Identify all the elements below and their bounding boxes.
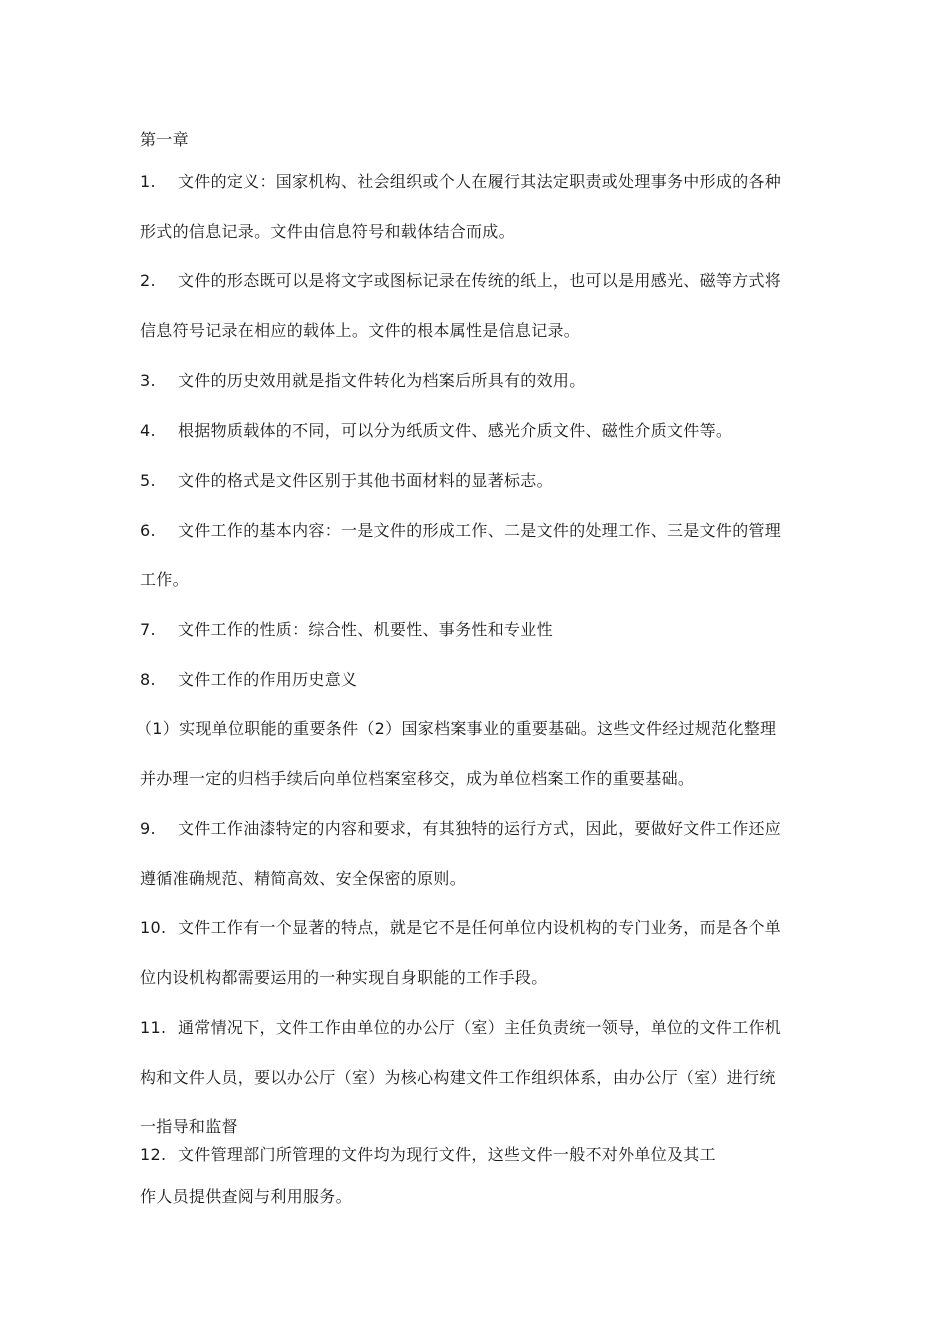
item-number: 11.	[140, 1018, 167, 1037]
item-number: 7.	[140, 620, 156, 639]
list-item-11	[140, 1018, 820, 1038]
list-item-2	[140, 271, 820, 291]
item-text: 文件管理部门所管理的文件均为现行文件，这些文件一般不对外单位及其工	[178, 1145, 716, 1164]
item-text: 根据物质载体的不同，可以分为纸质文件、感光介质文件、磁性介质文件等。	[178, 421, 733, 440]
item-continuation: 工作。	[140, 570, 189, 589]
list-item-4	[140, 421, 820, 441]
list-item-10	[140, 918, 820, 938]
item-number: 4.	[140, 421, 156, 440]
item-continuation: 位内设机构都需要运用的一种实现自身职能的工作手段。	[140, 968, 548, 987]
item-number: 8.	[140, 670, 156, 689]
item-continuation: 作人员提供查阅与利用服务。	[140, 1187, 352, 1206]
item-text: 文件的形态既可以是将文字或图标记录在传统的纸上，也可以是用感光、磁等方式将	[178, 271, 782, 290]
item-continuation: 并办理一定的归档手续后向单位档案室移交，成为单位档案工作的重要基础。	[140, 769, 695, 788]
item-number: 9.	[140, 819, 156, 838]
list-item-8	[140, 670, 820, 690]
list-item-5	[140, 471, 820, 491]
item-text: 文件工作的基本内容：一是文件的形成工作、二是文件的处理工作、三是文件的管理	[178, 521, 782, 540]
item-number: 3.	[140, 371, 156, 390]
item-continuation: 构和文件人员，要以办公厅（室）为核心构建文件工作组织体系，由办公厅（室）进行统	[140, 1068, 776, 1087]
list-item-6	[140, 521, 820, 541]
item-continuation: 信息符号记录在相应的载体上。文件的根本属性是信息记录。	[140, 321, 581, 340]
item-text: 文件工作有一个显著的特点，就是它不是任何单位内设机构的专门业务，而是各个单	[178, 918, 782, 937]
item-number: 1.	[140, 172, 156, 191]
item-text: 文件工作的性质：综合性、机要性、事务性和专业性	[178, 620, 553, 639]
item-text: 文件的格式是文件区别于其他书面材料的显著标志。	[178, 471, 553, 490]
item-number: 6.	[140, 521, 156, 540]
item-number: 2.	[140, 271, 156, 290]
item-continuation: 形式的信息记录。文件由信息符号和载体结合而成。	[140, 222, 515, 241]
list-item-12	[140, 1145, 820, 1165]
list-item-3	[140, 371, 820, 391]
item-8-detail: （1）实现单位职能的重要条件（2）国家档案事业的重要基础。这些文件经过规范化整理	[136, 719, 777, 738]
chapter-title: 第一章	[140, 130, 189, 149]
item-number: 5.	[140, 471, 156, 490]
item-number: 10.	[140, 918, 167, 937]
item-text: 文件工作的作用历史意义	[178, 670, 358, 689]
item-text: 通常情况下，文件工作由单位的办公厅（室）主任负责统一领导，单位的文件工作机	[178, 1018, 782, 1037]
item-text: 文件的定义：国家机构、社会组织或个人在履行其法定职责或处理事务中形成的各种	[178, 172, 782, 191]
list-item-9	[140, 819, 820, 839]
item-continuation: 一指导和监督	[140, 1117, 238, 1136]
item-number: 12.	[140, 1145, 167, 1164]
list-item-7	[140, 620, 820, 640]
item-text: 文件工作油漆特定的内容和要求，有其独特的运行方式，因此，要做好文件工作还应	[178, 819, 782, 838]
item-continuation: 遵循准确规范、精简高效、安全保密的原则。	[140, 869, 467, 888]
list-item-1	[140, 172, 820, 192]
item-text: 文件的历史效用就是指文件转化为档案后所具有的效用。	[178, 371, 586, 390]
